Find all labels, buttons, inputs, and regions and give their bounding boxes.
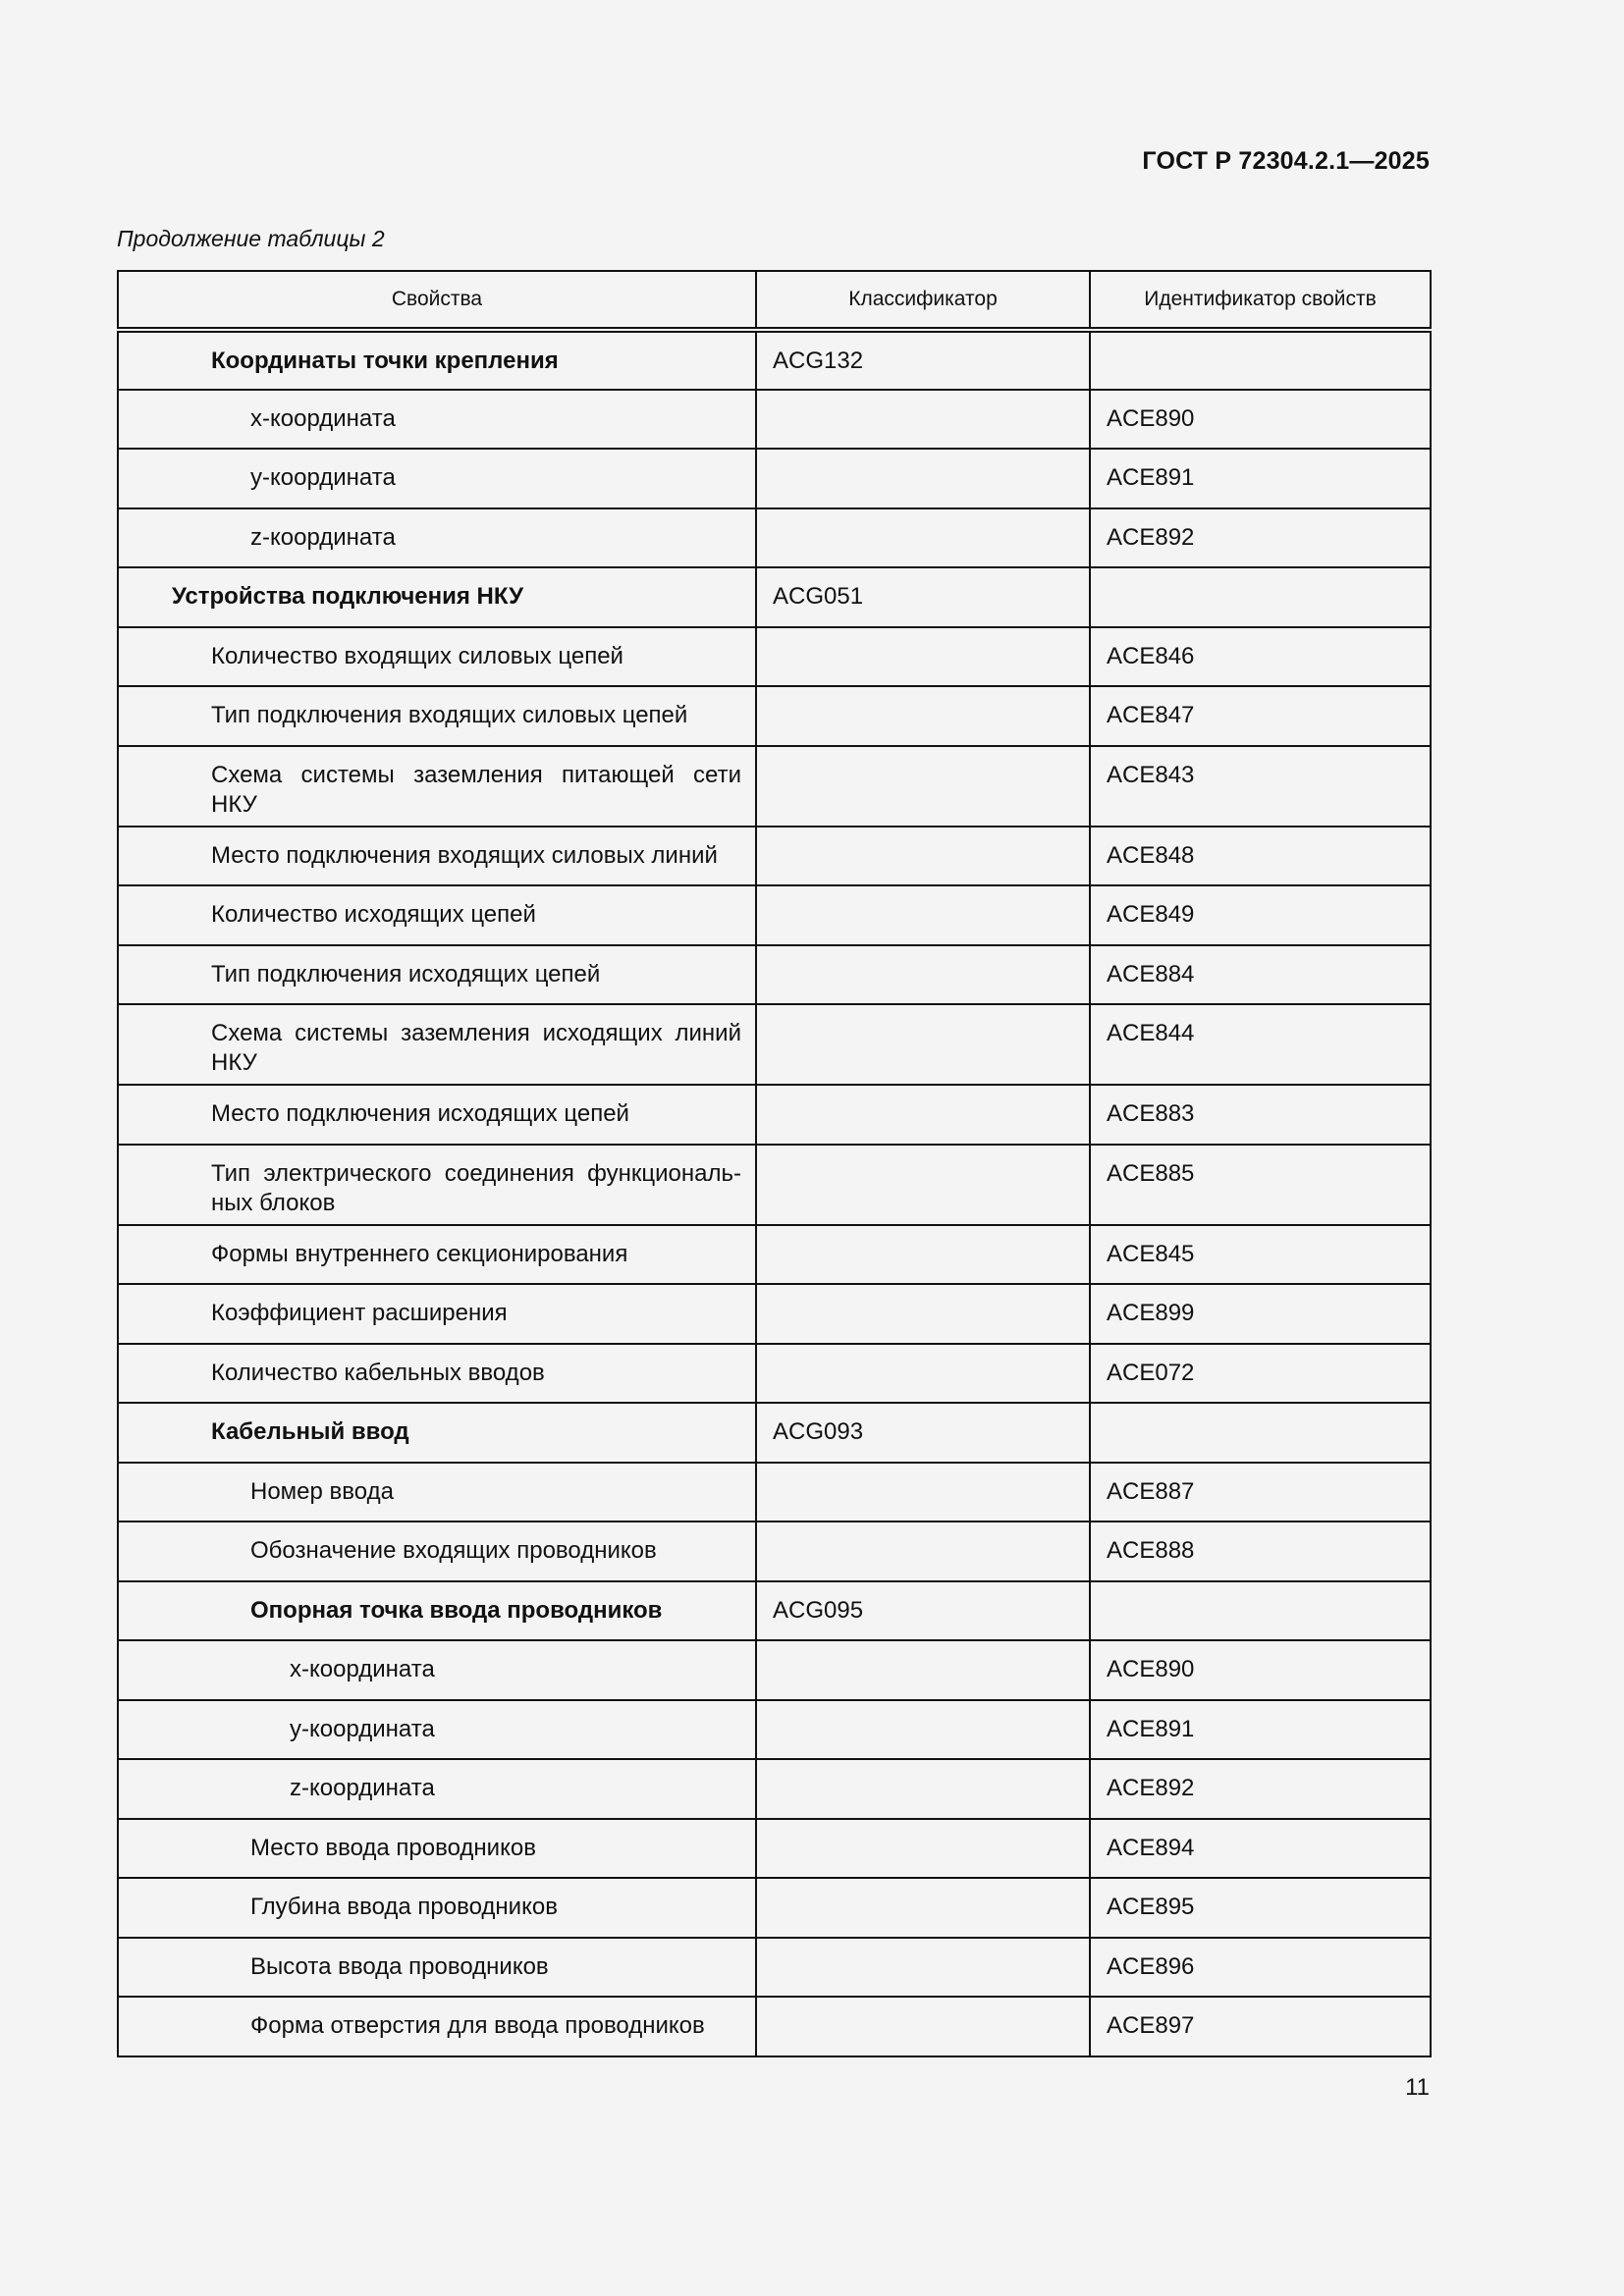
property-name-cell: Высота ввода проводников	[118, 1938, 756, 1998]
property-identifier-cell	[1090, 1403, 1431, 1463]
property-identifier-cell: ACE890	[1090, 390, 1431, 450]
table-caption: Продолжение таблицы 2	[117, 226, 385, 251]
property-name-cell: Схема системы заземления питающей сети НКУ	[118, 746, 756, 827]
property-name-cell: Обозначение входящих проводников	[118, 1522, 756, 1581]
table-row	[118, 330, 1431, 390]
property-name-cell: Коэффициент расширения	[118, 1284, 756, 1344]
classifier-cell: ACG132	[756, 330, 1090, 390]
table-row	[118, 1759, 1431, 1819]
property-name-cell: Координаты точки крепления	[118, 330, 756, 390]
property-identifier-cell: ACE846	[1090, 627, 1431, 687]
property-name-cell: Устройства подключения НКУ	[118, 567, 756, 627]
properties-table	[117, 270, 1432, 2057]
classifier-cell	[756, 1938, 1090, 1998]
table-row	[118, 1284, 1431, 1344]
property-identifier-cell: ACE899	[1090, 1284, 1431, 1344]
classifier-cell	[756, 1225, 1090, 1285]
property-identifier-cell: ACE072	[1090, 1344, 1431, 1404]
table-row	[118, 449, 1431, 508]
property-identifier-cell: ACE884	[1090, 945, 1431, 1005]
table-row	[118, 686, 1431, 746]
property-name-cell: y-координата	[118, 1700, 756, 1760]
classifier-cell	[756, 1997, 1090, 2056]
property-name-cell: Количество входящих силовых цепей	[118, 627, 756, 687]
property-identifier-cell: ACE891	[1090, 1700, 1431, 1760]
table-body	[118, 330, 1431, 2056]
document-standard-id: ГОСТ Р 72304.2.1—2025	[1142, 147, 1430, 175]
table-row	[118, 885, 1431, 945]
property-identifier-cell: ACE847	[1090, 686, 1431, 746]
classifier-cell	[756, 827, 1090, 886]
property-identifier-cell: ACE849	[1090, 885, 1431, 945]
classifier-cell	[756, 1640, 1090, 1700]
property-name-cell: Количество исходящих цепей	[118, 885, 756, 945]
property-name-cell: Номер ввода	[118, 1463, 756, 1522]
property-identifier-cell: ACE891	[1090, 449, 1431, 508]
property-identifier-cell: ACE848	[1090, 827, 1431, 886]
table-row	[118, 1463, 1431, 1522]
property-identifier-cell: ACE883	[1090, 1085, 1431, 1145]
table-row	[118, 1819, 1431, 1879]
property-name-cell: Тип подключения исходящих цепей	[118, 945, 756, 1005]
column-header-property-identifier: Идентификатор свойств	[1090, 271, 1431, 330]
column-header-properties: Свойства	[118, 271, 756, 330]
property-identifier-cell: ACE890	[1090, 1640, 1431, 1700]
table-row	[118, 1938, 1431, 1998]
property-identifier-cell: ACE887	[1090, 1463, 1431, 1522]
classifier-cell	[756, 1522, 1090, 1581]
classifier-cell	[756, 945, 1090, 1005]
classifier-cell	[756, 1463, 1090, 1522]
property-name-cell: z-координата	[118, 508, 756, 568]
property-identifier-cell: ACE892	[1090, 508, 1431, 568]
classifier-cell: ACG095	[756, 1581, 1090, 1641]
property-name-cell: Схема системы заземления исходящих линий НКУ	[118, 1004, 756, 1085]
classifier-cell	[756, 686, 1090, 746]
classifier-cell	[756, 508, 1090, 568]
property-name-cell: y-координата	[118, 449, 756, 508]
header-row	[118, 271, 1431, 330]
classifier-cell	[756, 1344, 1090, 1404]
property-name-cell: Глубина ввода проводников	[118, 1878, 756, 1938]
property-name-cell: Место ввода проводников	[118, 1819, 756, 1879]
table-row	[118, 1344, 1431, 1404]
property-name-cell: Место подключения исходящих цепей	[118, 1085, 756, 1145]
property-name-cell: Формы внутреннего секционирования	[118, 1225, 756, 1285]
table-row	[118, 1522, 1431, 1581]
property-identifier-cell: ACE888	[1090, 1522, 1431, 1581]
property-identifier-cell: ACE897	[1090, 1997, 1431, 2056]
property-name-cell: z-координата	[118, 1759, 756, 1819]
table-row	[118, 827, 1431, 886]
table-row	[118, 1145, 1431, 1225]
table-row	[118, 508, 1431, 568]
table-row	[118, 746, 1431, 827]
property-identifier-cell	[1090, 567, 1431, 627]
classifier-cell	[756, 1759, 1090, 1819]
classifier-cell	[756, 1878, 1090, 1938]
classifier-cell	[756, 1284, 1090, 1344]
page-number: 11	[1405, 2074, 1430, 2101]
classifier-cell	[756, 1085, 1090, 1145]
property-identifier-cell: ACE843	[1090, 746, 1431, 827]
table-row	[118, 627, 1431, 687]
column-header-classifier: Классификатор	[756, 271, 1090, 330]
table-row	[118, 390, 1431, 450]
table-row	[118, 1403, 1431, 1463]
property-name-cell: Тип подключения входящих силовых цепей	[118, 686, 756, 746]
property-identifier-cell: ACE885	[1090, 1145, 1431, 1225]
table-row	[118, 1878, 1431, 1938]
property-identifier-cell	[1090, 1581, 1431, 1641]
classifier-cell	[756, 449, 1090, 508]
property-name-cell: Опорная точка ввода проводников	[118, 1581, 756, 1641]
table-row	[118, 567, 1431, 627]
property-identifier-cell: ACE892	[1090, 1759, 1431, 1819]
property-identifier-cell: ACE896	[1090, 1938, 1431, 1998]
classifier-cell	[756, 1700, 1090, 1760]
table-row	[118, 1004, 1431, 1085]
property-identifier-cell: ACE845	[1090, 1225, 1431, 1285]
table-row	[118, 1640, 1431, 1700]
property-name-cell: x-координата	[118, 1640, 756, 1700]
property-name-cell: x-координата	[118, 390, 756, 450]
table-row	[118, 1225, 1431, 1285]
classifier-cell	[756, 390, 1090, 450]
property-identifier-cell: ACE895	[1090, 1878, 1431, 1938]
classifier-cell: ACG093	[756, 1403, 1090, 1463]
classifier-cell	[756, 1145, 1090, 1225]
classifier-cell	[756, 1004, 1090, 1085]
property-identifier-cell: ACE844	[1090, 1004, 1431, 1085]
property-name-cell: Кабельный ввод	[118, 1403, 756, 1463]
property-name-cell: Тип электрического соединения функциональ-ных блоков	[118, 1145, 756, 1225]
property-name-cell: Количество кабельных вводов	[118, 1344, 756, 1404]
property-name-cell: Место подключения входящих силовых линий	[118, 827, 756, 886]
table-row	[118, 945, 1431, 1005]
classifier-cell	[756, 1819, 1090, 1879]
classifier-cell	[756, 885, 1090, 945]
table-row	[118, 1997, 1431, 2056]
classifier-cell: ACG051	[756, 567, 1090, 627]
property-identifier-cell: ACE894	[1090, 1819, 1431, 1879]
table-row	[118, 1085, 1431, 1145]
property-identifier-cell	[1090, 330, 1431, 390]
table-row	[118, 1581, 1431, 1641]
classifier-cell	[756, 746, 1090, 827]
property-name-cell: Форма отверстия для ввода проводников	[118, 1997, 756, 2056]
table-row	[118, 1700, 1431, 1760]
classifier-cell	[756, 627, 1090, 687]
table-header	[118, 271, 1431, 330]
